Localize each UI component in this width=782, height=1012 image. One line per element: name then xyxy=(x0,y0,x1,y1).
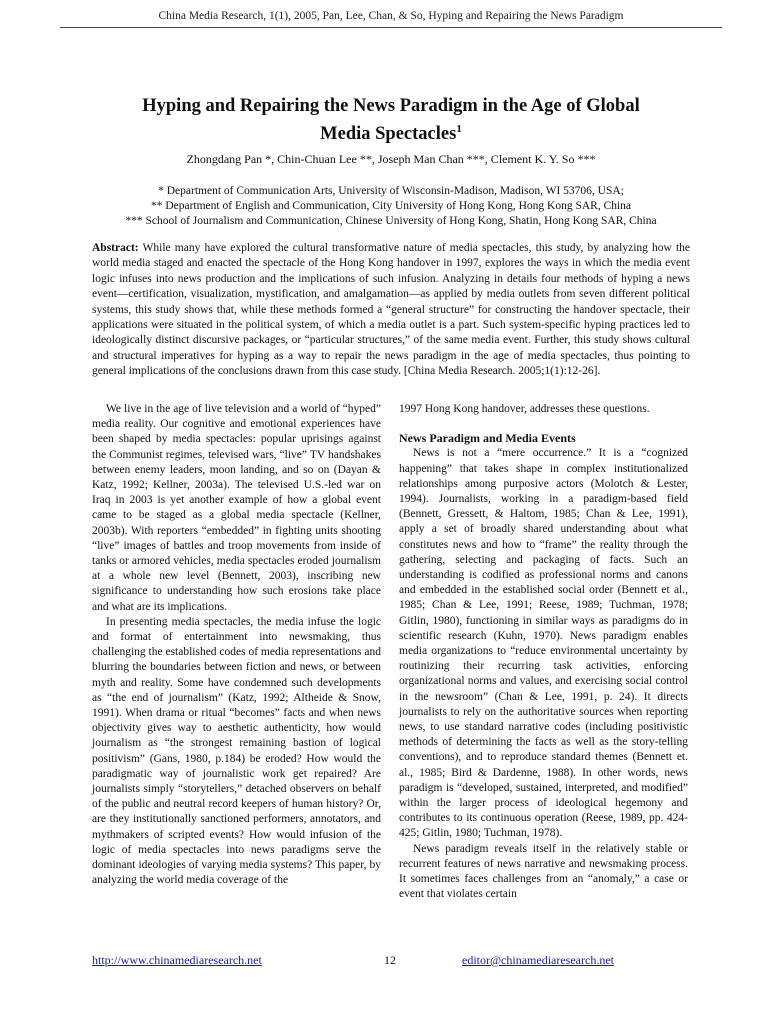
title-footnote-mark: 1 xyxy=(456,123,462,135)
paper-title xyxy=(80,95,702,146)
title-line-1: Hyping and Repairing the News Paradigm in the Age of Global xyxy=(142,96,640,116)
affiliation-3: *** School of Journalism and Communication, Chinese University of Hong Kong, Shatin, Hong Kong SAR, China xyxy=(125,215,657,227)
section-heading: News Paradigm and Media Events xyxy=(399,431,576,446)
affiliation-2: ** Department of English and Communication, City University of Hong Kong, Hong Kong SAR, China xyxy=(150,200,632,212)
journal-url-link[interactable]: http://www.chinamediaresearch.net xyxy=(92,953,262,967)
right-column xyxy=(399,402,688,903)
abstract-text: While many have explored the cultural transformative nature of media spectacles, this study, by analyzing how the world media staged and enacted the spectacle of the Hong Kong handover in 1997, explores the ways in which the media event logic infuses into news production and the implications of such infusion. Analyzing in details four methods of hyping a news event—certification, visualization, mystification, and amalgamation—as applied by media outlets from seven different political systems, this study shows that, while these methods formed a “general structure” for constructing the handover spectacle, their applications were situated in the political system, of which a media outlet is a part. Such system-specific hyping practices led to ideologically distinct discursive packages, or “particular structures,” of the same media event. Further, this study shows cultural and structural imperatives for hyping as a way to repair the news paradigm in the age of media spectacles, thus pointing to general implications of the conclusions drawn from this case study. [China Media Research. 2005;1(1):12-26]. xyxy=(92,242,690,378)
left-column xyxy=(92,402,381,889)
page-number: 12 xyxy=(384,953,396,967)
body-paragraph: News is not a “mere occurrence.” It is a “cognized happening” that takes shape in complex institutionalized relationships among purposive actors (Molotch & Lester, 1994). Journalists, working in a paradigm-based field (Bennett, Gressett, & Haltom, 1985; Chan & Lee, 1991), apply a set of broadly shared understanding about what constitutes news and how to “frame” the reality through the gathering, selecting and packaging of facts. Such an understanding is codified as professional norms and canons and embedded in the established social order (Bennett et al., 1985; Chan & Lee, 1991; Reese, 1989; Tuchman, 1978; Gitlin, 1980), functioning in similar ways as paradigms do in scientific research (Kuhn, 1970). News paradigm enables media organizations to “reduce environmental uncertainty by routinizing their recurring task activities, enforcing organizational norms and values, and exercising social control in the newsroom” (Chan & Lee, 1991, p. 24). It directs journalists to rely on the authoritative sources when reporting news, to use standard narrative codes (including positivistic methods of determining the facts as well as the story-telling conventions), and to reproduce standard themes (Bennett et. al., 1985; Bird & Dardenne, 1988). In other words, news paradigm is “developed, sustained, interpreted, and modified” within the larger process of ideological hegemony and contributes to its continuous operation (Reese, 1989, pp. 424-425; Gitlin, 1980; Tuchman, 1978). xyxy=(399,447,688,840)
abstract xyxy=(92,241,690,380)
body-paragraph-continued: 1997 Hong Kong handover, addresses these questions. xyxy=(399,403,650,415)
body-paragraph: We live in the age of live television and a world of “hyped” media reality. Our cognitive and emotional experiences have been shaped by media spectacles: popular uprisings against the Communist regimes, televised wars, “live” TV handshakes between enemy leaders, moon landing, and so on (Dayan & Katz, 1992; Kellner, 2003a). The televised U.S.-led war on Iraq in 2003 is yet another example of how a global event came to be staged as a global media spectacle (Kellner, 2003b). With reporters “embedded” in fighting units shooting “live” images of battles and troop movements from inside of tanks or armored vehicles, media spectacles eroded journalism at a whole new level (Bennett, 2003), inscribing new significance to understanding how such erosions take place and what are its implications. xyxy=(92,403,381,613)
body-paragraph: News paradigm reveals itself in the relatively stable or recurrent features of news narrative and newsmaking process. It sometimes faces challenges from an “anomaly,” a case or event that violates certain xyxy=(399,842,688,901)
author-list: Zhongdang Pan *, Chin-Chuan Lee **, Joseph Man Chan ***, Clement K. Y. So *** xyxy=(186,152,596,166)
affiliation-1: * Department of Communication Arts, University of Wisconsin-Madison, Madison, WI 53706, USA; xyxy=(158,185,624,197)
title-line-2: Media Spectacles xyxy=(320,124,457,145)
abstract-label: Abstract: xyxy=(92,242,139,254)
body-paragraph: In presenting media spectacles, the media infuse the logic and format of entertainment into newsmaking, thus challenging the established codes of media representations and blurring the boundaries between fiction and news, or between myth and reality. Some have condemned such developments as “the end of journalism” (Katz, 1992; Altheide & Snow, 1991). When drama or ritual “becomes” facts and when news objectivity gives way to aesthetic authenticity, how would journalism as “the strongest remaining bastion of logical positivism” (Gans, 1980, p.184) be eroded? How would the paradigmatic way of journalistic work get repaired? Are journalists simply “storytellers,” detached observers on behalf of the public and neutral record keepers of human history? Or, are they institutionally sanctioned performers, annotators, and mythmakers of scripted events? How would infusion of the logic of media spectacles into news paradigms serve the dominant ideologies of varying media systems? This paper, by analyzing the world media coverage of the xyxy=(92,615,381,887)
running-head: China Media Research, 1(1), 2005, Pan, Lee, Chan, & So, Hyping and Repairing the News Paradigm xyxy=(60,10,722,28)
affiliations xyxy=(40,184,742,229)
editor-email-link[interactable]: editor@chinamediaresearch.net xyxy=(462,953,614,967)
